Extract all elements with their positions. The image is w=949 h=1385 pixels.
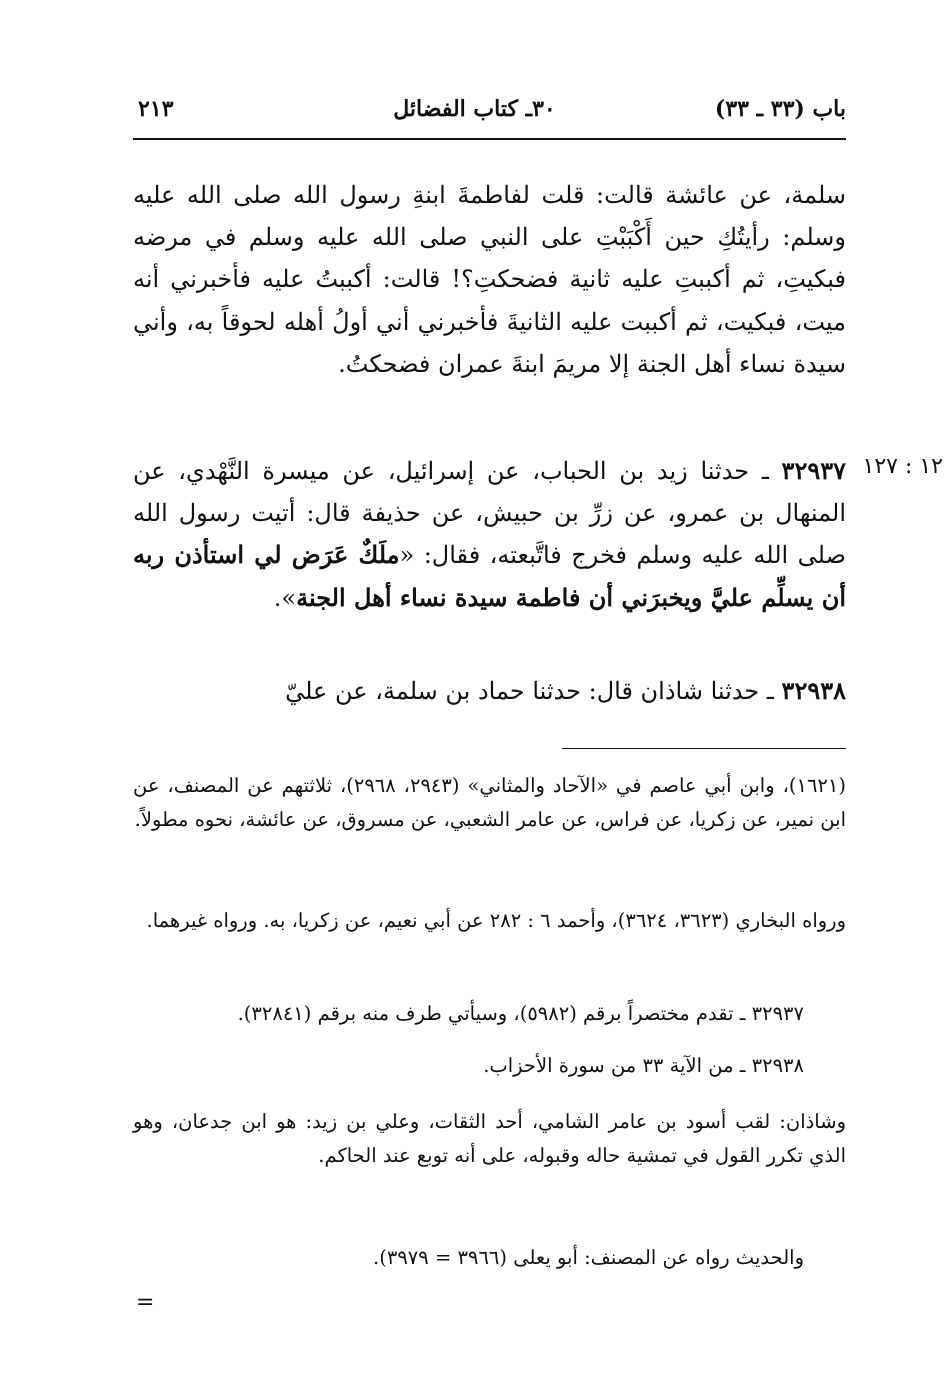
hadith-number: ٣٢٩٣٧ [781, 456, 846, 485]
hadith-32938 [133, 670, 846, 712]
footnote-separator [562, 748, 846, 749]
hadith-chain: ـ حدثنا زيد بن الحباب، عن إسرائيل، عن ميسرة النَّهْدي، عن المنهال بن عمرو، عن زرِّ بن حبيش، عن حذيفة قال: أتيت رسول الله صلى الله عليه وسلم فخرج فاتَّبعته، فقال: « [133, 457, 847, 570]
paragraph-continuation: سلمة، عن عائشة قالت: قلت لفاطمةَ ابنةِ رسول الله صلى الله عليه وسلم: رأيتُكِ حين أَكْبَبْتِ على النبي صلى الله عليه وسلم في مرضه فبكيتِ، ثم أكببتِ عليه ثانية فضحكتِ؟! قالت: أكببتُ عليه فأخبرني أنه ميت، فبكيت، ثم أكببت عليه الثانيةَ فأخبرني أني أولُ أهله لحوقاً به، وأني سيدة نساء أهل الجنة إلا مريمَ ابنةَ عمران فضحكتُ. [133, 181, 847, 378]
hadith-closing: ». [273, 583, 297, 612]
header-rule [133, 138, 846, 140]
chapter-header: باب (٣٣ ـ ٣٣) [714, 96, 846, 122]
book-title-header: ٣٠ـ كتاب الفضائل [393, 96, 556, 122]
hadith-matn-bold: ملَكٌ عَرَض لي استأذن ربه أن يسلِّم عليَّ ويخبرَني أن فاطمة سيدة نساء أهل الجنة [133, 540, 846, 612]
continuation-mark: = [136, 1290, 155, 1315]
hadith-chain: ـ حدثنا شاذان قال: حدثنا حماد بن سلمة، عن عليّ [285, 677, 782, 705]
footnote-1: (١٦٢١)، وابن أبي عاصم في «الآحاد والمثاني» (٢٩٤٣، ٢٩٦٨)، ثلاثتهم عن المصنف، عن ابن نمير، عن زكريا، عن فراس، عن عامر الشعبي، عن مسروق، عن عائشة، نحوه مطولاً. [133, 774, 846, 832]
page-number: ٢١٣ [138, 96, 174, 122]
hadith-32937 [133, 450, 846, 619]
footnote-2: ورواه البخاري (٣٦٢٣، ٣٦٢٤)، وأحمد ٦ : ٢٨٢ عن أبي نعيم، عن زكريا، به. ورواه غيرهما. [146, 909, 846, 932]
footnote-6: والحديث رواه عن المصنف: أبو يعلى (٣٩٦٦ = ٣٩٧٩). [373, 1246, 804, 1269]
margin-reference: ١٢ : ١٢٧ [862, 454, 943, 479]
hadith-number: ٣٢٩٣٨ [781, 676, 846, 705]
footnote-4: ٣٢٩٣٨ ـ من الآية ٣٣ من سورة الأحزاب. [483, 1054, 804, 1077]
footnote-5: وشاذان: لقب أسود بن عامر الشامي، أحد الثقات، وعلي بن زيد: هو ابن جدعان، وهو الذي تكرر القول في تمشية حاله وقبوله، على أنه توبع عند الحاكم. [133, 1110, 846, 1168]
footnote-3: ٣٢٩٣٧ ـ تقدم مختصراً برقم (٥٩٨٢)، وسيأتي طرف منه برقم (٣٢٨٤١). [237, 1002, 804, 1025]
